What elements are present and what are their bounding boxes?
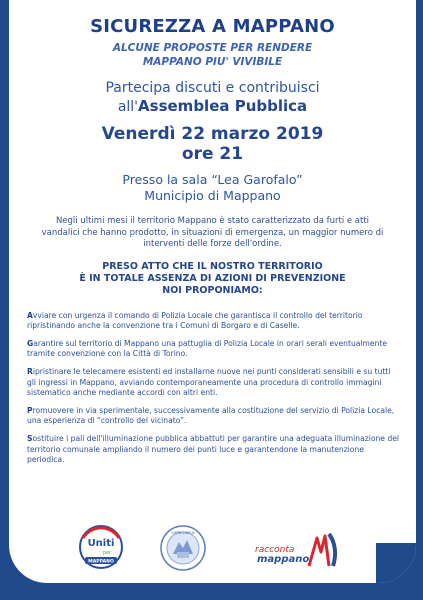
event-place bbox=[9, 172, 416, 204]
place-line: Presso la sala “Lea Garofalo” bbox=[122, 172, 303, 187]
proposal-text: arantire sul territorio di Mappano una pattuglia di Polizia Locale in orari serali eventualmente tramite convenzione con la Città di Torino. bbox=[27, 338, 388, 359]
place-line: Municipio di Mappano bbox=[144, 188, 281, 203]
page-corner bbox=[376, 543, 416, 583]
logo-text-racconta: racconta bbox=[255, 545, 295, 555]
proposal-item bbox=[27, 367, 400, 398]
logo-text-mappano: MAPPANO bbox=[88, 559, 114, 565]
proposal-item bbox=[27, 311, 400, 331]
flyer-title: SICUREZZA A MAPPANO bbox=[90, 16, 335, 37]
date-line: Venerdì 22 marzo 2019 bbox=[101, 124, 324, 144]
proposal-item bbox=[27, 406, 400, 426]
invite-block bbox=[9, 79, 416, 116]
seal-text: LISTA CIVICA bbox=[171, 531, 195, 535]
proposal-item bbox=[27, 339, 400, 359]
premise-line: PRESO ATTO CHE IL NOSTRO TERRITORIO bbox=[102, 260, 323, 272]
flyer-subtitle bbox=[9, 41, 416, 69]
proposal-initial: R bbox=[27, 367, 33, 377]
logo-text-mappano-2: mappano bbox=[257, 554, 310, 565]
event-date bbox=[9, 124, 416, 164]
subtitle-line: MAPPANO PIU' VIVIBILE bbox=[142, 56, 283, 68]
sponsor-logos bbox=[73, 524, 373, 572]
invite-prefix: all' bbox=[117, 99, 139, 115]
proposal-initial: A bbox=[27, 310, 33, 320]
invite-line bbox=[9, 97, 416, 116]
proposal-initial: G bbox=[27, 338, 34, 348]
assembly-name: Assemblea Pubblica bbox=[138, 97, 308, 115]
proposal-initial: S bbox=[27, 434, 33, 444]
proposal-list bbox=[27, 311, 400, 465]
premise-heading bbox=[9, 261, 416, 297]
premise-line: NOI PROPONIAMO: bbox=[162, 284, 263, 296]
logo-text-per: per bbox=[102, 550, 112, 556]
proposal-text: ostituire i pali dell'illuminazione pubblica abbattuti per garantire una adeguata illuminazione del territorio comunale ampliando il numero dei punti luce e garantendone la manutenzione periodica. bbox=[27, 434, 399, 464]
proposal-text: vviare con urgenza il comando di Polizia Locale che garantisca il controllo del territorio ripristinando anche la convenzione tra i Comuni di Borgaro e di Caselle. bbox=[27, 310, 363, 330]
proposal-text: ipristinare le telecamere esistenti ed installarne nuove nei punti considerati sensibili e su tutti gli ingressi in Mappano, avviando contemporaneamente una procedura di controllo immagini sistematico anche mediante accordi con altri enti. bbox=[27, 367, 391, 397]
flyer-sheet bbox=[9, 0, 416, 583]
proposal-text: romuovere in via sperimentale, successivamente alla costituzione del servizio di Polizia Locale, una esperienza di “controllo del vicinato”. bbox=[27, 405, 395, 426]
subtitle-line: ALCUNE PROPOSTE PER RENDERE bbox=[112, 42, 313, 54]
invite-line: Partecipa discuti e contribuisci bbox=[105, 80, 320, 96]
intro-paragraph: Negli ultimi mesi il territorio Mappano è stato caratterizzato da furti e atti vandalici che hanno prodotto, in situazioni di emergenza, un maggior numero di interventi delle forze dell'ordine. bbox=[41, 216, 384, 249]
proposal-initial: P bbox=[27, 405, 33, 415]
proposal-item bbox=[27, 434, 400, 465]
logo-text-uniti: Uniti bbox=[87, 538, 115, 549]
uniti-per-mappano-logo bbox=[73, 524, 129, 570]
time-line: ore 21 bbox=[181, 144, 244, 164]
racconta-mappano-logo bbox=[251, 528, 351, 570]
premise-line: È IN TOTALE ASSENZA DI AZIONI DI PREVENZIONE bbox=[79, 272, 346, 284]
civic-seal-logo bbox=[159, 524, 207, 572]
